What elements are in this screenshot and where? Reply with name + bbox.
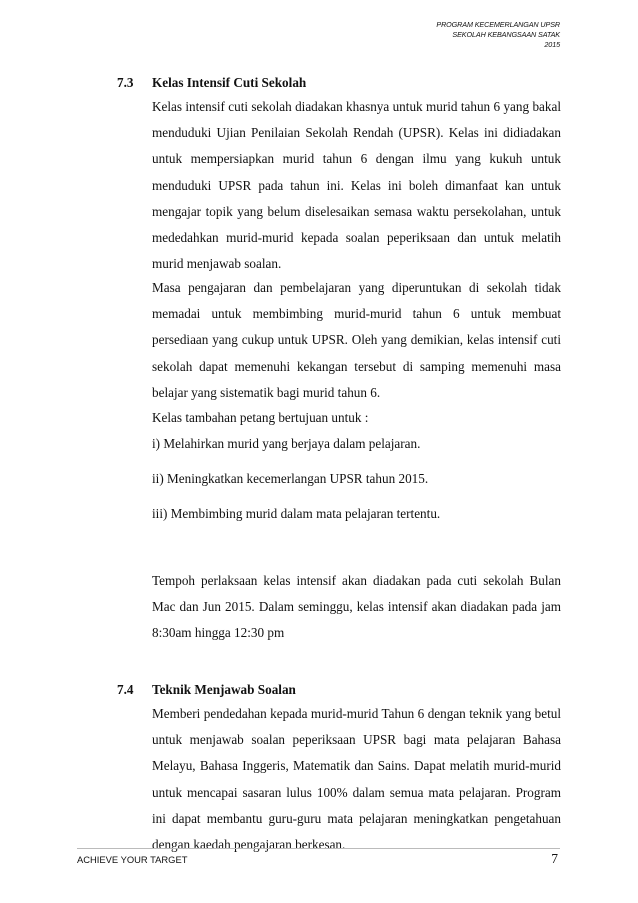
objective-item: ii) Meningkatkan kecemerlangan UPSR tahun 2015. — [152, 471, 429, 486]
section-7-3-paragraph-1: Kelas intensif cuti sekolah diadakan khasnya untuk murid tahun 6 yang bakal menduduki Ujian Penilaian Sekolah Rendah (UPSR). Kelas ini didiadakan untuk mempersiapkan murid tahun 6 dengan ilmu yang kukuh untuk menduduki UPSR pada tahun ini. Kelas ini boleh dimanfaat kan untuk mengajar topik yang belum diselesaikan semasa waktu persekolahan, untuk mededahkan murid-murid kepada soalan peperiksaan dan untuk melatih murid menjawab soalan. — [152, 99, 561, 272]
page-number: 7 — [551, 851, 558, 866]
objectives-intro: Kelas tambahan petang bertujuan untuk : — [152, 410, 369, 425]
section-title: Teknik Menjawab Soalan — [152, 682, 296, 697]
header-year: 2015 — [544, 40, 560, 49]
objective-item: iii) Membimbing murid dalam mata pelajaran tertentu. — [152, 506, 441, 521]
page-header — [436, 20, 560, 50]
footer-divider — [77, 848, 560, 849]
header-school: SEKOLAH KEBANGSAAN SATAK — [452, 30, 560, 39]
section-number: 7.3 — [117, 75, 134, 90]
section-7-3-paragraph-3: Tempoh perlaksaan kelas intensif akan diadakan pada cuti sekolah Bulan Mac dan Jun 2015. Dalam seminggu, kelas intensif akan diadakan pada jam 8:30am hingga 12:30 pm — [152, 573, 561, 641]
section-number: 7.4 — [117, 682, 134, 697]
footer-tagline: ACHIEVE YOUR TARGET — [77, 854, 188, 865]
header-program: PROGRAM KECEMERLANGAN UPSR — [436, 20, 560, 29]
section-title: Kelas Intensif Cuti Sekolah — [152, 75, 307, 90]
section-7-3-paragraph-2: Masa pengajaran dan pembelajaran yang diperuntukan di sekolah tidak memadai untuk membimbing murid-murid tahun 6 untuk membuat persediaan yang cukup untuk UPSR. Oleh yang demikian, kelas intensif cuti sekolah dapat memenuhi kekangan tersebut di samping memenuhi masa belajar yang sistematik bagi murid tahun 6. — [152, 280, 561, 400]
section-7-4-paragraph-1: Memberi pendedahan kepada murid-murid Tahun 6 dengan teknik yang betul untuk menjawab soalan peperiksaan UPSR bagi mata pelajaran Bahasa Melayu, Bahasa Inggeris, Matematik dan Sains. Dapat melatih murid-murid untuk mencapai sasaran lulus 100% dalam semua mata pelajaran. Program ini dapat membantu guru-guru mata pelajaran meningkatkan pengetahuan dengan kaedah pengajaran berkesan. — [152, 706, 561, 853]
objective-item: i) Melahirkan murid yang berjaya dalam pelajaran. — [152, 436, 421, 451]
